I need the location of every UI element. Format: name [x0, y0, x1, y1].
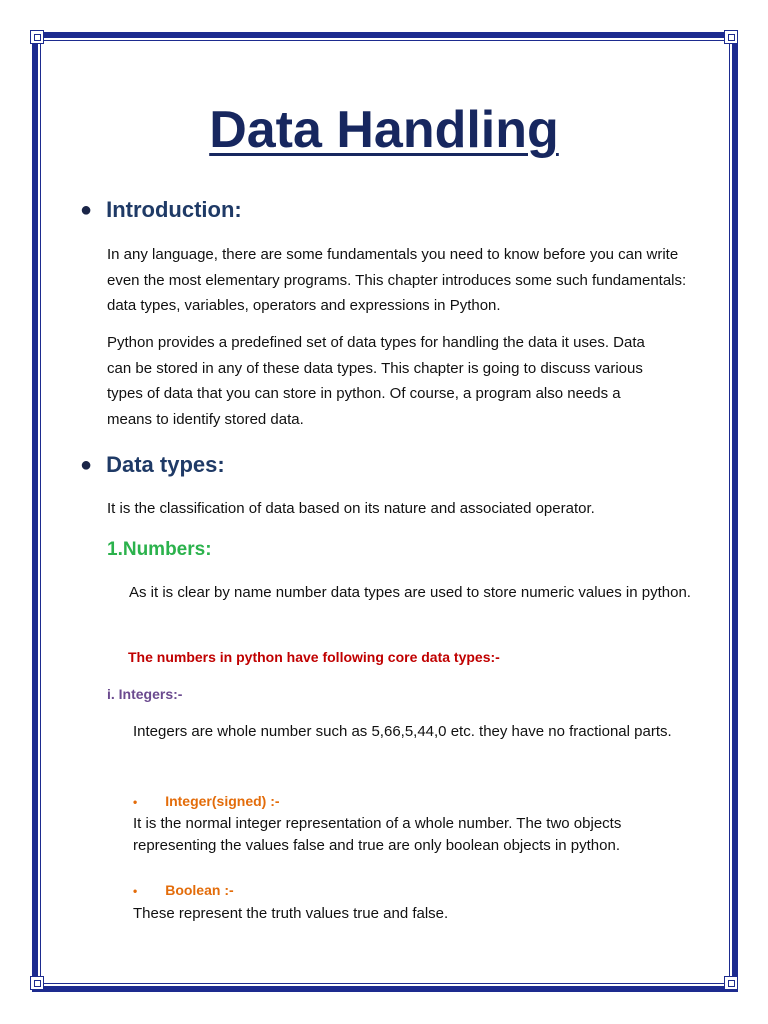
border-corner-top-right	[724, 30, 738, 44]
introduction-heading-text: Introduction:	[106, 197, 242, 222]
introduction-heading	[80, 197, 242, 223]
core-types-heading: The numbers in python have following core data types:-	[128, 649, 500, 665]
border-corner-bottom-right	[724, 976, 738, 990]
integers-description: Integers are whole number such as 5,66,5,44,0 etc. they have no fractional parts.	[133, 723, 672, 740]
introduction-paragraph-2: Python provides a predefined set of data types for handling the data it uses. Data can be stored in any of these data types. This chapter is going to discuss various types of data that you can store in python. Of course, a program also needs a means to identify stored data.	[107, 334, 645, 428]
document-title	[0, 100, 768, 160]
data-types-description: It is the classification of data based on its nature and associated operator.	[107, 500, 595, 517]
integers-heading: i. Integers:-	[107, 686, 183, 702]
data-types-heading-text: Data types:	[106, 452, 225, 477]
bullet-icon: ●	[80, 453, 93, 476]
introduction-paragraph-1: In any language, there are some fundamentals you need to know before you can write even the most elementary programs. This chapter introduces some such fundamentals: data types, variables, operators and expressions in Python.	[107, 246, 687, 314]
border-corner-top-left	[30, 30, 44, 44]
boolean-heading	[133, 882, 234, 898]
integer-signed-heading	[133, 793, 280, 809]
boolean-description: These represent the truth values true and false.	[133, 905, 449, 922]
document-title-text: Data Handling	[209, 101, 559, 159]
integer-signed-heading-text: Integer(signed) :-	[165, 793, 280, 809]
numbers-description: As it is clear by name number data types are used to store numeric values in python.	[129, 584, 691, 601]
bullet-icon: ●	[80, 198, 93, 221]
data-types-heading	[80, 452, 225, 478]
integer-signed-description: It is the normal integer representation of a whole number. The two objects representing the values false and true are only boolean objects in python.	[133, 815, 622, 854]
numbers-heading: 1.Numbers:	[107, 539, 212, 560]
bullet-icon: •	[133, 795, 138, 809]
boolean-heading-text: Boolean :-	[165, 882, 234, 898]
bullet-icon: •	[133, 884, 138, 898]
border-corner-bottom-left	[30, 976, 44, 990]
